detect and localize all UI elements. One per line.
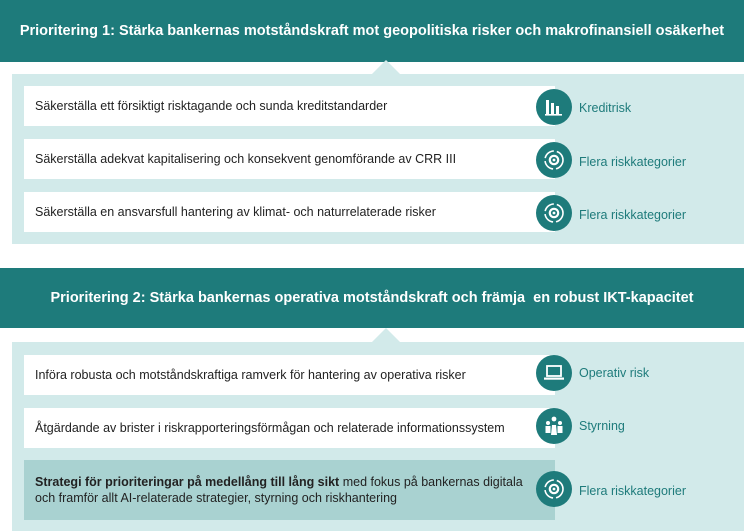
priority-1-title: Prioritering 1: Stärka bankernas motståndskraft mot geopolitiska risker och makrofinansiell osäkerhet [19, 23, 725, 39]
item-text: Införa robusta och motståndskraftiga ramverk för hantering av operativa risker [35, 368, 466, 382]
gear-cycle-icon [536, 142, 572, 178]
gear-cycle-icon [536, 195, 572, 231]
priority-1-item-1 [24, 86, 555, 126]
priority-1-item-3 [24, 192, 555, 232]
item-text [35, 474, 545, 506]
priority-2-banner [0, 268, 744, 328]
item-text: Säkerställa adekvat kapitalisering och konsekvent genomförande av CRR III [35, 152, 457, 166]
priority-2-item-2 [24, 408, 555, 448]
item-text-rest: med fokus på bankernas digitala och framför allt AI-relaterade strategier, styrning och riskhantering [35, 475, 523, 505]
priority-2-title: Prioritering 2: Stärka bankernas operativa motståndskraft och främja en robust IKT-kapacitet [50, 290, 694, 306]
gear-cycle-icon [536, 471, 572, 507]
meeting-icon [536, 408, 572, 444]
panel-notch [372, 60, 400, 74]
item-text: Säkerställa en ansvarsfull hantering av klimat- och naturrelaterade risker [35, 205, 436, 219]
item-text: Säkerställa ett försiktigt risktagande och sunda kreditstandarder [35, 99, 388, 113]
item-text-bold: Strategi för prioriteringar på medellång till lång sikt [35, 475, 340, 489]
panel-notch [372, 328, 400, 342]
category-label: Flera riskkategorier [579, 155, 686, 169]
laptop-icon [536, 355, 572, 391]
priority-1-item-2 [24, 139, 555, 179]
priority-2-item-3 [24, 460, 555, 520]
category-label: Styrning [579, 419, 625, 433]
priority-2-item-1 [24, 355, 555, 395]
priority-1-banner [0, 0, 744, 62]
bar-chart-icon [536, 89, 572, 125]
category-label: Operativ risk [579, 366, 650, 380]
category-label: Flera riskkategorier [579, 208, 686, 222]
category-label: Flera riskkategorier [579, 484, 686, 498]
category-label: Kreditrisk [579, 101, 632, 115]
item-text: Åtgärdande av brister i riskrapporteringsförmågan och relaterade informationssystem [35, 421, 505, 435]
